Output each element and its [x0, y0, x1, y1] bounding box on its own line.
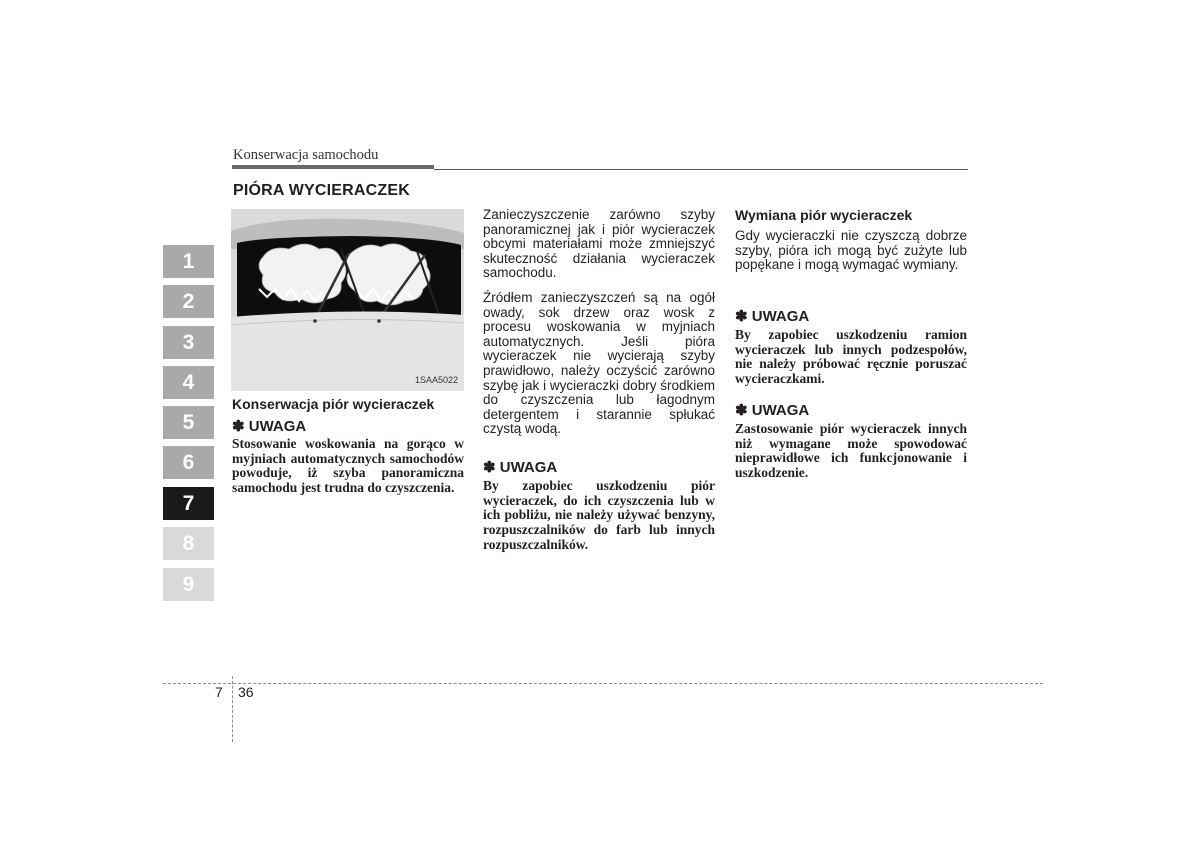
col3-warning2-text: Zastosowanie piór wycieraczek innych niż wymagane może spowodować nieprawidłowe ich funkcjonowanie i uszkodzenie.	[735, 421, 967, 481]
chapter-tab-8[interactable]: 8	[163, 527, 214, 560]
chapter-tab-9[interactable]: 9	[163, 568, 214, 601]
footer-rule	[163, 683, 1043, 684]
chapter-tab-4[interactable]: 4	[163, 366, 214, 399]
col3-paragraph-1: Gdy wycieraczki nie czyszczą dobrze szyby, pióra ich mogą być zużyte lub popękane i mogą wymagać wymiany.	[735, 228, 967, 273]
col2-warning-title: ✽ UWAGA	[483, 459, 558, 476]
col2-paragraph-1: Zanieczyszczenie zarówno szyby panoramicznej jak i piór wycieraczek obcymi materiałami może zmniejszyć skuteczność działania wycieraczek samochodu.	[483, 207, 715, 281]
col1-warning-title: ✽ UWAGA	[232, 418, 307, 435]
col1-subhead: Konserwacja piór wycieraczek	[232, 396, 435, 412]
chapter-tab-7-active[interactable]: 7	[163, 487, 214, 520]
chapter-tab-3[interactable]: 3	[163, 326, 214, 359]
col3-warning2-title: ✽ UWAGA	[735, 402, 810, 419]
chapter-tab-1[interactable]: 1	[163, 245, 214, 278]
chapter-tab-2[interactable]: 2	[163, 285, 214, 318]
section-title: Konserwacja samochodu	[233, 147, 379, 163]
windshield-wiper-illustration	[231, 209, 464, 391]
page-heading: PIÓRA WYCIERACZEK	[233, 182, 411, 199]
col1-warning-text: Stosowanie woskowania na gorąco w myjniach automatycznych samochodów powoduje, iż szyba panoramiczna samochodu jest trudna do czyszczenia.	[232, 436, 464, 496]
col2-body	[483, 208, 715, 447]
footer-page-number: 36	[238, 684, 254, 700]
header-rule-thin	[434, 169, 968, 170]
header-rule-thick	[232, 165, 434, 169]
col3-subhead: Wymiana piór wycieraczek	[735, 207, 913, 223]
chapter-tab-5[interactable]: 5	[163, 406, 214, 439]
chapter-tab-6[interactable]: 6	[163, 446, 214, 479]
figure-code: 1SAA5022	[414, 375, 458, 385]
col2-warning-text: By zapobiec uszkodzeniu piór wycieraczek, do ich czyszczenia lub w ich pobliżu, nie należy używać benzyny, rozpuszczalników do farb lub innych rozpuszczalników.	[483, 478, 715, 552]
col2-paragraph-2: Źródłem zanieczyszczeń są na ogół owady, sok drzew oraz wosk z procesu woskowania w myjniach automatycznych. Jeśli pióra wycieraczek nie wycierają szyby prawidłowo, należy oczyścić zarówno szybę jak i wycieraczki dobry środkiem do czyszczenia lub łagodnym detergentem i starannie spłukać czystą wodą.	[483, 289, 715, 437]
footer-chapter-number: 7	[215, 684, 223, 700]
col3-body	[735, 229, 967, 283]
windshield-drawing	[231, 209, 464, 391]
col3-warning1-title: ✽ UWAGA	[735, 308, 810, 325]
col3-warning1-text: By zapobiec uszkodzeniu ramion wycieraczek lub innych podzespołów, nie należy próbować ręcznie poruszać wycieraczkami.	[735, 327, 967, 387]
footer-vertical-rule	[232, 676, 233, 742]
